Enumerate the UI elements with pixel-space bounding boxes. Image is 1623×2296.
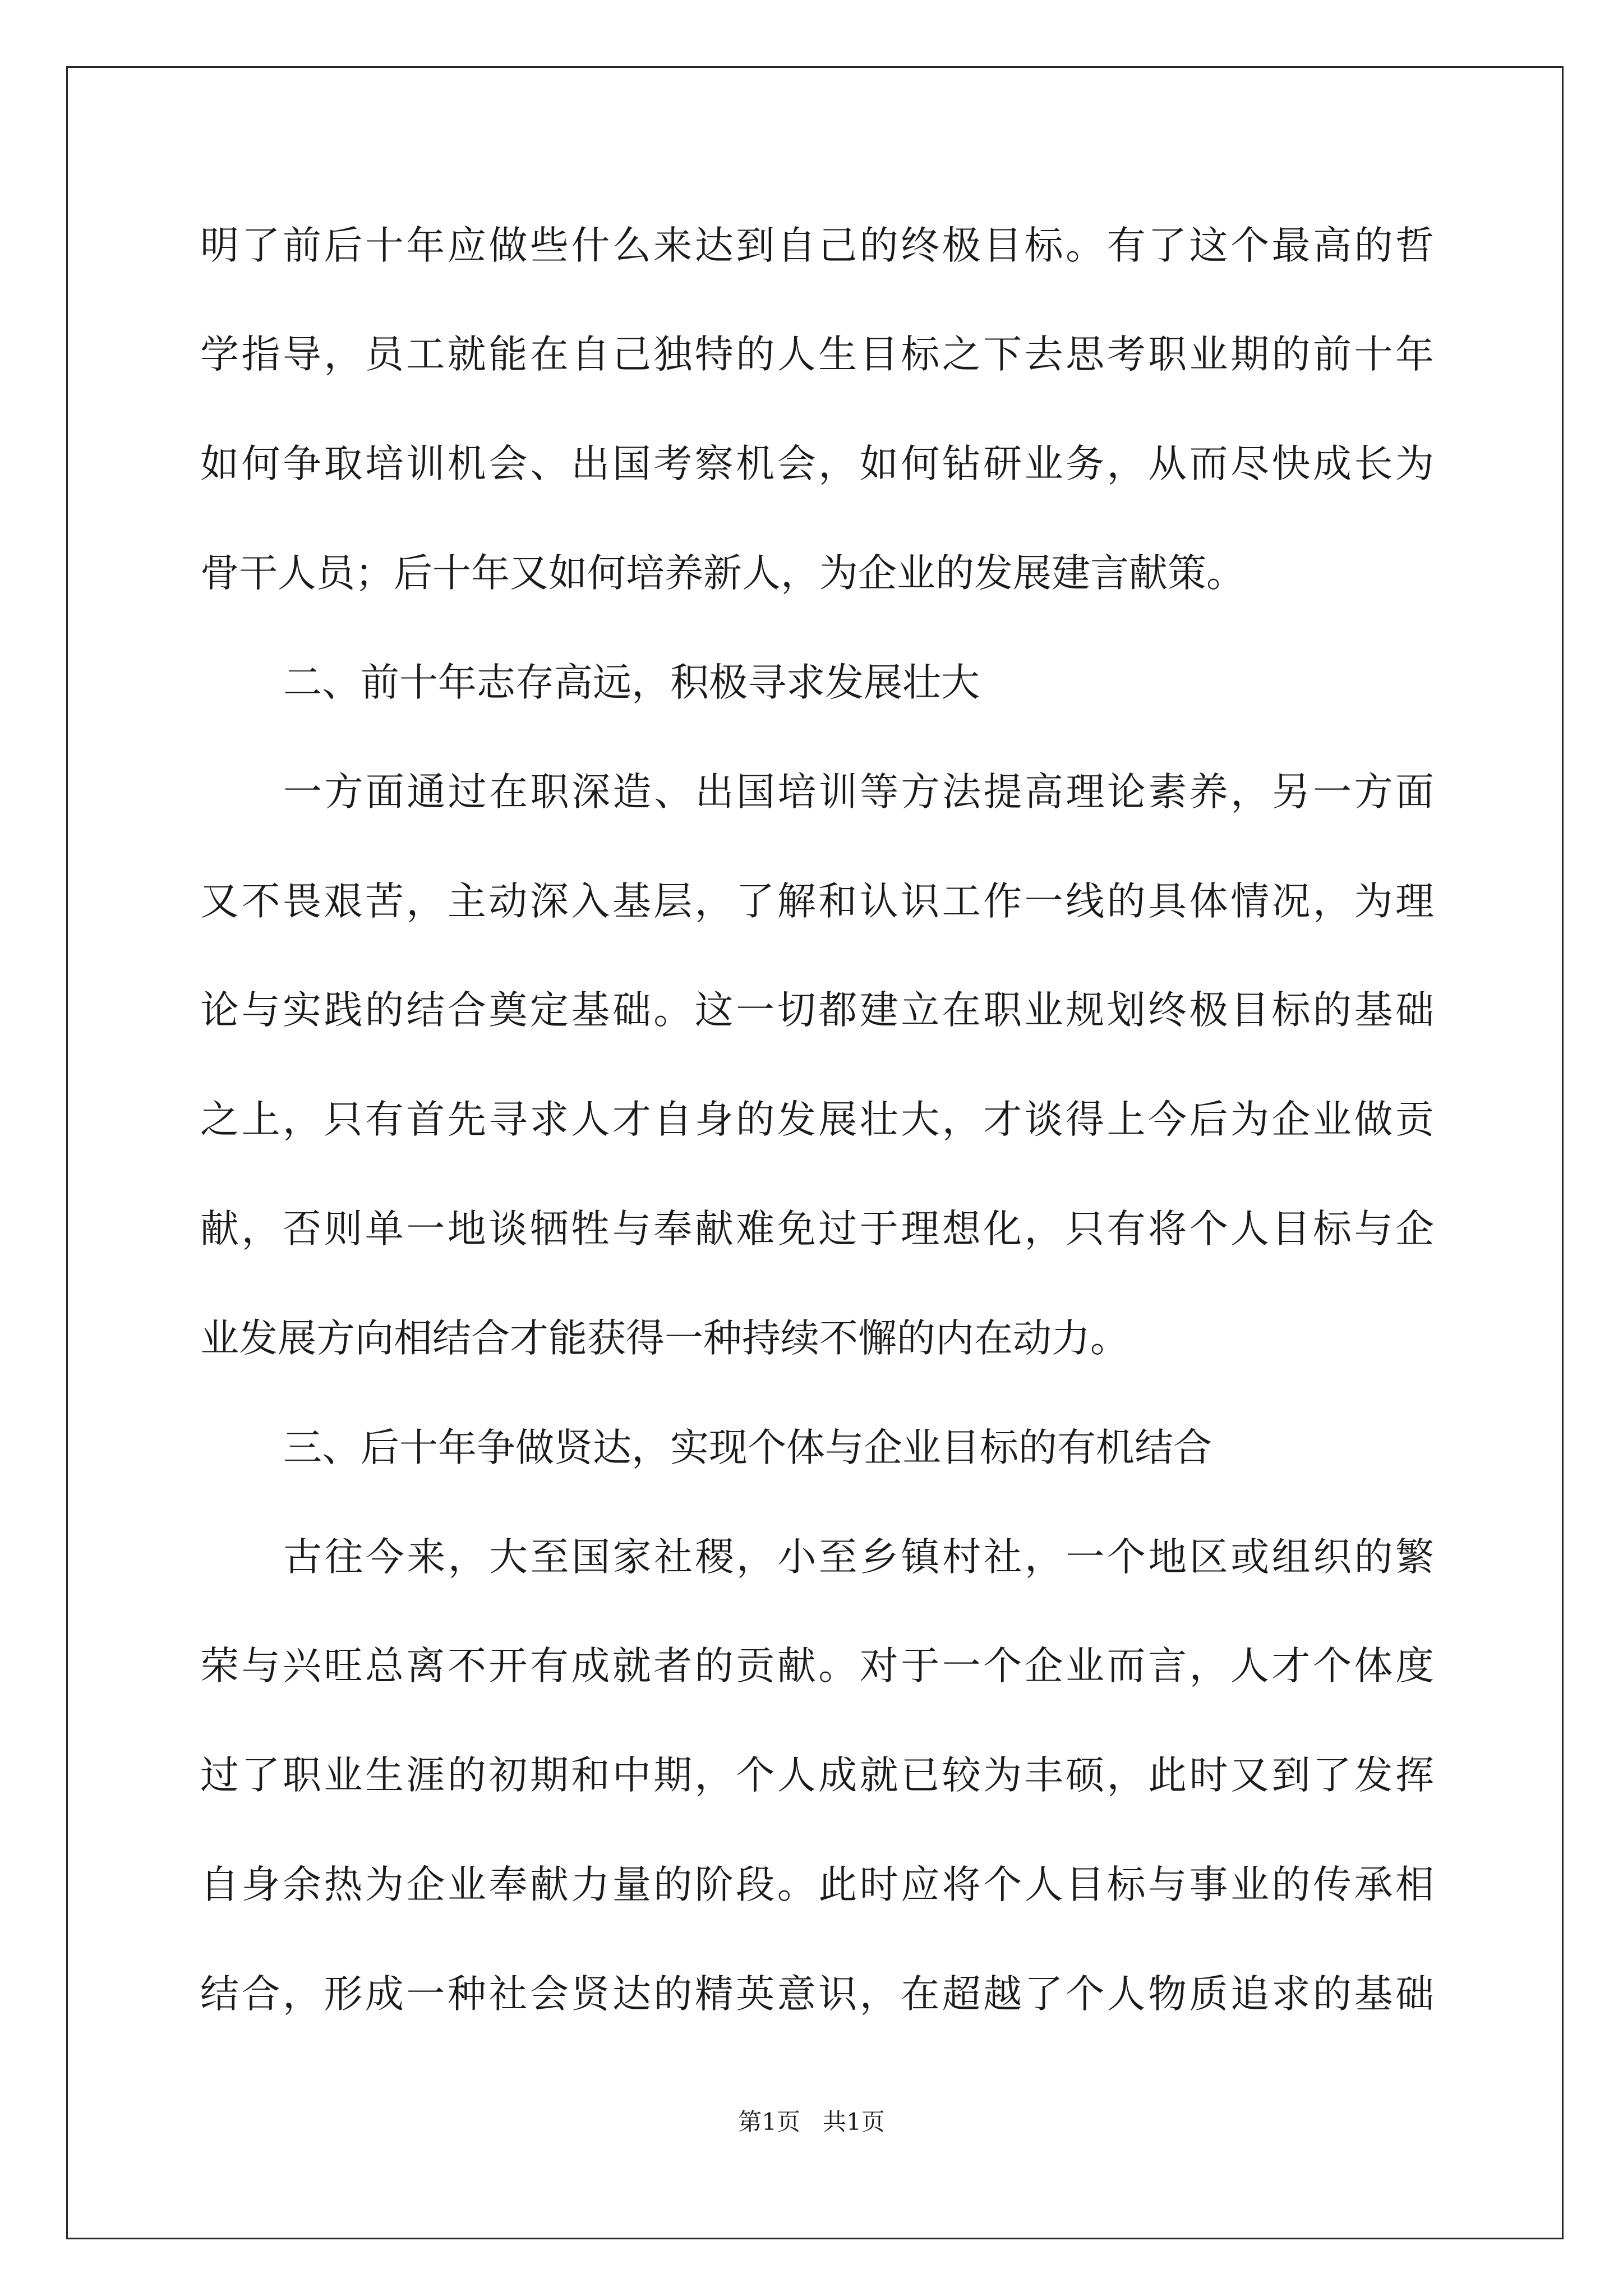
section-heading: 二、前十年志存高远，积极寻求发展壮大: [283, 660, 980, 705]
page-border: [66, 66, 1564, 2239]
text-line: 一方面通过在职深造、出国培训等方法提高理论素养，另一方面: [283, 770, 1434, 815]
text-line: 学指导，员工就能在自己独特的人生目标之下去思考职业期的前十年: [200, 332, 1434, 377]
text-line: 又不畏艰苦，主动深入基层，了解和认识工作一线的具体情况，为理: [200, 879, 1434, 924]
text-line: 自身余热为企业奉献力量的阶段。此时应将个人目标与事业的传承相: [200, 1862, 1434, 1907]
text-line: 过了职业生涯的初期和中期，个人成就已较为丰硕，此时又到了发挥: [200, 1753, 1434, 1798]
text-line: 业发展方向相结合才能获得一种持续不懈的内在动力。: [200, 1316, 1129, 1361]
text-line: 献，否则单一地谈牺牲与奉献难免过于理想化，只有将个人目标与企: [200, 1207, 1434, 1251]
text-line: 之上，只有首先寻求人才自身的发展壮大，才谈得上今后为企业做贡: [200, 1097, 1434, 1142]
page-footer: 第1页 共1页: [738, 2108, 885, 2136]
text-line: 骨干人员；后十年又如何培养新人，为企业的发展建言献策。: [200, 551, 1245, 596]
text-line: 荣与兴旺总离不开有成就者的贡献。对于一个企业而言，人才个体度: [200, 1644, 1434, 1688]
text-line: 结合，形成一种社会贤达的精英意识，在超越了个人物质追求的基础: [200, 1972, 1434, 2017]
section-heading: 三、后十年争做贤达，实现个体与企业目标的有机结合: [283, 1425, 1212, 1470]
text-line: 明了前后十年应做些什么来达到自己的终极目标。有了这个最高的哲: [200, 223, 1434, 268]
text-line: 论与实践的结合奠定基础。这一切都建立在职业规划终极目标的基础: [200, 988, 1434, 1033]
text-line: 古往今来，大至国家社稷，小至乡镇村社，一个地区或组织的繁: [283, 1535, 1434, 1580]
text-line: 如何争取培训机会、出国考察机会，如何钻研业务，从而尽快成长为: [200, 441, 1434, 486]
